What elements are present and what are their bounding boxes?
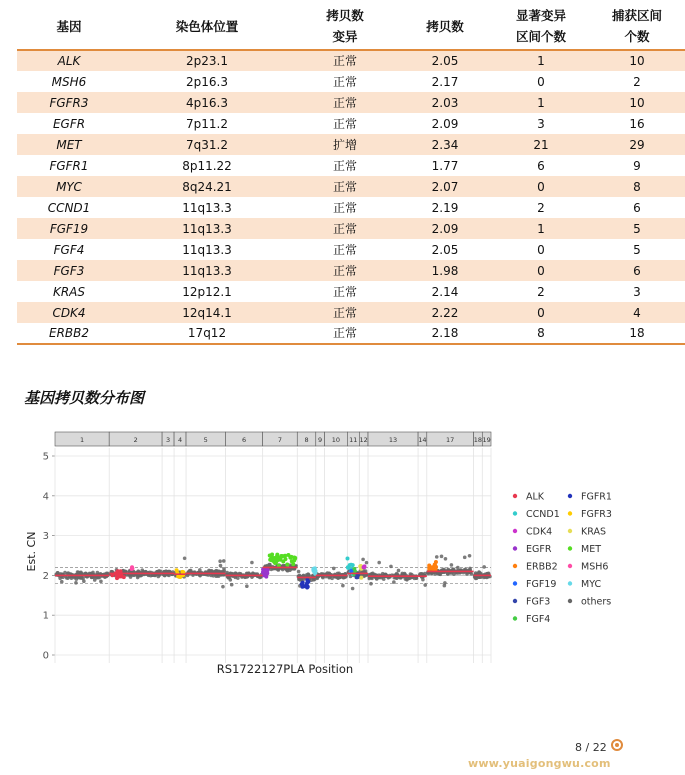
data-point-egfr (261, 570, 265, 574)
table-row (17, 176, 685, 197)
column-header-line: 区间个数 (515, 29, 566, 44)
table-header (17, 3, 685, 50)
data-point-others (74, 581, 78, 585)
data-point-others (465, 572, 469, 576)
y-tick-label: 2 (42, 570, 49, 582)
capture-count-cell: 5 (633, 242, 641, 257)
data-point-fgfr1 (305, 586, 309, 590)
legend-swatch (568, 546, 572, 550)
data-point-others (65, 576, 69, 580)
data-point-met (281, 554, 285, 558)
data-point-others (382, 577, 386, 581)
variation-cell: 正常 (332, 200, 357, 215)
legend-label: KRAS (581, 526, 606, 538)
data-point-others (332, 567, 336, 571)
legend-swatch (568, 599, 572, 603)
y-tick-label: 0 (42, 650, 49, 662)
legend-label: FGF4 (526, 614, 551, 625)
page-number: 8 / 22 (575, 741, 607, 754)
data-point-ccnd1 (346, 557, 350, 561)
column-header (397, 3, 493, 50)
significant-count-cell: 2 (537, 284, 545, 299)
gene-cell: FGF3 (53, 263, 85, 278)
data-point-fgfr3 (176, 574, 180, 578)
significant-count-cell: 3 (537, 116, 545, 131)
gene-cell: KRAS (52, 284, 86, 299)
gene-cell: ALK (57, 54, 81, 68)
variation-cell: 正常 (332, 263, 357, 278)
header-row (17, 3, 685, 50)
y-tick-label: 3 (42, 531, 49, 543)
data-point-alk (122, 575, 126, 579)
data-point-egfr (264, 575, 268, 579)
significant-count-cell: 1 (537, 54, 545, 68)
copy-number-cell: 2.09 (431, 116, 459, 131)
data-point-others (392, 580, 396, 584)
variation-cell: 正常 (332, 179, 357, 194)
table-row (17, 218, 685, 239)
legend (513, 492, 612, 626)
data-point-others (463, 556, 467, 560)
capture-count-cell: 10 (629, 95, 645, 110)
data-point-ccnd1 (346, 565, 350, 569)
variation-cell: 正常 (332, 116, 357, 131)
column-header (121, 3, 293, 50)
copy-number-cell: 2.17 (431, 74, 459, 89)
legend-swatch (513, 511, 517, 515)
data-point-others (297, 570, 301, 574)
chromosome-label: 19 (482, 436, 491, 444)
locus-cell: 11q13.3 (182, 242, 232, 257)
data-point-others (219, 564, 223, 568)
legend-label: EGFR (526, 544, 552, 555)
significant-count-cell: 0 (537, 74, 545, 89)
chromosome-label: 9 (318, 436, 323, 444)
section-title: 基因拷贝数分布图 (24, 389, 145, 407)
data-point-kras (359, 576, 363, 580)
data-point-met (285, 562, 289, 566)
table-row (17, 134, 685, 155)
y-tick-label: 5 (42, 451, 49, 463)
locus-cell: 11q13.3 (182, 221, 232, 236)
chromosome-label: 2 (133, 436, 138, 444)
variation-cell: 正常 (332, 284, 357, 299)
table-row (17, 260, 685, 281)
capture-count-cell: 5 (633, 221, 641, 236)
column-header (493, 3, 589, 50)
legend-swatch (568, 581, 572, 585)
data-point-others (446, 572, 450, 576)
data-point-others (397, 569, 401, 573)
capture-count-cell: 2 (633, 74, 641, 89)
chromosome-label: 18 (473, 436, 483, 444)
legend-swatch (513, 564, 517, 568)
capture-count-cell: 3 (633, 284, 641, 299)
column-header (589, 3, 685, 50)
legend-swatch (513, 599, 517, 603)
locus-cell: 11q13.3 (182, 263, 232, 278)
legend-label: FGF3 (526, 596, 551, 608)
data-point-others (341, 584, 345, 588)
chromosome-label: 17 (446, 436, 455, 444)
data-point-others (468, 567, 472, 571)
x-axis-title: RS1722127PLA Position (216, 662, 354, 676)
copy-number-cell: 2.34 (431, 137, 459, 152)
variation-cell: 正常 (332, 326, 357, 340)
table-row (17, 92, 685, 113)
capture-count-cell: 6 (633, 200, 641, 215)
capture-count-cell: 4 (633, 305, 641, 320)
locus-cell: 2p16.3 (186, 74, 228, 89)
capture-count-cell: 29 (629, 137, 645, 152)
gene-cell: MYC (56, 179, 82, 194)
significant-count-cell: 8 (537, 326, 545, 340)
copy-number-cell: 1.98 (431, 263, 459, 278)
variation-cell: 正常 (332, 242, 357, 257)
column-header-line: 拷贝数 (426, 18, 464, 34)
table-row (17, 113, 685, 134)
chromosome-label: 14 (418, 436, 427, 444)
locus-cell: 12p12.1 (182, 284, 232, 299)
data-point-others (364, 569, 368, 573)
data-point-others (218, 559, 222, 563)
variation-cell: 正常 (332, 158, 357, 173)
data-point-others (222, 559, 226, 563)
data-point-others (389, 565, 393, 569)
chromosome-label: 7 (277, 436, 283, 444)
copy-number-cell: 2.14 (431, 284, 459, 299)
data-point-met (281, 559, 285, 563)
data-point-others (245, 584, 249, 588)
legend-swatch (513, 581, 517, 585)
copy-number-cell: 2.09 (431, 221, 459, 236)
data-point-met (275, 558, 279, 562)
significant-count-cell: 6 (537, 158, 545, 173)
data-point-others (183, 557, 187, 561)
legend-swatch (513, 494, 517, 498)
column-header (293, 3, 397, 50)
data-point-others (377, 561, 381, 565)
variation-cell: 扩增 (332, 137, 357, 152)
y-tick-label: 4 (42, 491, 49, 503)
data-point-others (221, 585, 225, 589)
y-tick-label: 1 (42, 610, 49, 622)
gene-cell: ERBB2 (48, 326, 90, 340)
copy-number-cell: 2.03 (431, 95, 459, 110)
chromosome-label: 13 (388, 436, 398, 444)
chromosome-label: 4 (177, 436, 183, 444)
variation-cell: 正常 (332, 54, 357, 68)
column-header (17, 3, 121, 50)
legend-swatch (513, 529, 517, 533)
legend-label: ALK (526, 491, 545, 503)
capture-count-cell: 10 (629, 54, 645, 68)
significant-count-cell: 0 (537, 263, 545, 278)
table-row (17, 281, 685, 302)
significant-count-cell: 2 (537, 200, 545, 215)
data-point-others (423, 583, 427, 587)
data-point-others (365, 561, 369, 565)
data-point-ccnd1 (349, 563, 353, 567)
data-point-others (351, 587, 355, 591)
data-point-myc (312, 569, 316, 573)
legend-label: others (581, 596, 612, 608)
logo-icon (611, 739, 623, 751)
column-header-line: 个数 (624, 29, 650, 44)
data-point-others (60, 580, 64, 584)
locus-cell: 2p23.1 (186, 54, 228, 68)
chromosome-label: 12 (359, 436, 368, 444)
chromosome-label: 1 (80, 436, 85, 444)
data-point-others (468, 554, 472, 558)
capture-count-cell: 16 (629, 116, 645, 131)
copy-number-chart (0, 420, 645, 685)
legend-swatch (568, 564, 572, 568)
locus-cell: 12q14.1 (182, 305, 232, 320)
data-point-others (444, 557, 448, 561)
data-point-others (437, 572, 441, 576)
gene-cell: MET (56, 137, 82, 152)
watermark: www.yuaigongwu.com (468, 757, 611, 770)
variation-cell: 正常 (332, 305, 357, 320)
data-point-fgfr3 (180, 570, 184, 574)
table-row (17, 197, 685, 218)
column-header-line: 拷贝数 (326, 8, 364, 23)
copy-number-cell: 2.19 (431, 200, 459, 215)
data-point-others (435, 555, 439, 559)
legend-label: CDK4 (526, 526, 553, 538)
gene-cell: CDK4 (52, 305, 86, 320)
gene-cell: FGF4 (53, 242, 85, 257)
capture-count-cell: 18 (629, 326, 645, 340)
table-row (17, 155, 685, 176)
locus-cell: 4p16.3 (186, 95, 228, 110)
legend-label: FGF19 (526, 579, 557, 590)
column-header-line: 染色体位置 (175, 18, 239, 34)
data-point-others (157, 575, 161, 579)
chromosome-label: 8 (304, 436, 309, 444)
legend-swatch (513, 616, 517, 620)
data-point-others (230, 583, 234, 587)
legend-swatch (568, 529, 572, 533)
variation-cell: 正常 (332, 95, 357, 110)
data-point-cdk4 (362, 565, 366, 569)
chromosome-label: 3 (166, 436, 171, 444)
capture-count-cell: 6 (633, 263, 641, 278)
data-point-erbb2 (434, 560, 438, 564)
data-point-fgfr3 (175, 568, 179, 572)
table-row (17, 239, 685, 260)
data-point-met (289, 555, 293, 559)
copy-number-cell: 1.77 (431, 158, 459, 173)
legend-label: FGFR1 (581, 491, 612, 503)
copy-number-cell: 2.22 (431, 305, 459, 320)
column-header-line: 基因 (56, 18, 82, 34)
data-point-others (222, 567, 226, 571)
legend-label: FGFR3 (581, 509, 612, 520)
legend-swatch (568, 511, 572, 515)
copy-number-cell: 2.05 (431, 54, 459, 68)
chromosome-label: 6 (241, 436, 247, 444)
significant-count-cell: 21 (533, 137, 549, 152)
capture-count-cell: 9 (633, 158, 641, 173)
y-axis-title: Est. CN (25, 531, 38, 572)
data-point-others (443, 584, 447, 588)
gene-cell: FGF19 (49, 221, 89, 236)
locus-cell: 7q31.2 (186, 137, 228, 152)
data-point-met (290, 559, 294, 563)
data-point-met (275, 555, 279, 559)
gene-cell: EGFR (52, 116, 86, 131)
gene-cell: FGFR1 (49, 158, 89, 173)
variation-cell: 正常 (332, 74, 357, 89)
copy-number-cell: 2.05 (431, 242, 459, 257)
data-point-others (450, 563, 454, 567)
chromosome-label: 5 (203, 436, 208, 444)
column-header-line: 显著变异 (515, 8, 566, 23)
gene-cell: MSH6 (51, 74, 87, 89)
data-point-others (250, 561, 254, 565)
table-body (17, 50, 685, 344)
data-point-erbb2 (430, 565, 434, 569)
significant-count-cell: 1 (537, 221, 545, 236)
legend-label: MYC (581, 579, 602, 590)
legend-label: MET (581, 544, 602, 555)
chromosome-label: 11 (349, 436, 358, 444)
locus-cell: 8q24.21 (182, 179, 232, 194)
significant-count-cell: 1 (537, 95, 545, 110)
locus-cell: 8p11.22 (182, 158, 232, 173)
data-point-others (361, 558, 365, 562)
legend-swatch (513, 546, 517, 550)
data-point-alk (118, 575, 122, 579)
significant-count-cell: 0 (537, 242, 545, 257)
legend-label: ERBB2 (526, 561, 558, 573)
data-point-others (456, 566, 460, 570)
data-point-others (407, 577, 411, 581)
locus-cell: 17q12 (187, 326, 227, 340)
chromosome-label: 10 (331, 436, 341, 444)
locus-cell: 7p11.2 (186, 116, 228, 131)
legend-label: CCND1 (526, 509, 560, 520)
data-point-fgfr1 (305, 581, 309, 585)
data-point-others (369, 582, 373, 586)
data-point-others (93, 578, 97, 582)
data-point-met (268, 553, 272, 557)
table-row (17, 50, 685, 71)
gene-cell: CCND1 (47, 200, 91, 215)
column-header-line: 捕获区间 (611, 8, 662, 23)
data-point-egfr (266, 568, 270, 572)
data-point-msh6 (130, 567, 134, 571)
gene-cell: FGFR3 (49, 95, 89, 110)
locus-cell: 11q13.3 (182, 200, 232, 215)
significant-count-cell: 0 (537, 179, 545, 194)
table-row (17, 71, 685, 92)
data-point-others (440, 555, 444, 559)
legend-label: MSH6 (581, 561, 609, 573)
data-point-others (99, 580, 103, 584)
copy-number-cell: 2.18 (431, 326, 459, 340)
table-row (17, 302, 685, 323)
copy-number-cell: 2.07 (431, 179, 459, 194)
variation-cell: 正常 (332, 221, 357, 236)
legend-swatch (568, 494, 572, 498)
table-row (17, 323, 685, 344)
copy-number-table (17, 3, 685, 345)
capture-count-cell: 8 (633, 179, 641, 194)
data-point-others (367, 577, 371, 581)
data-point-others (482, 565, 486, 569)
column-header-line: 变异 (332, 29, 358, 44)
significant-count-cell: 0 (537, 305, 545, 320)
data-point-others (413, 577, 417, 581)
